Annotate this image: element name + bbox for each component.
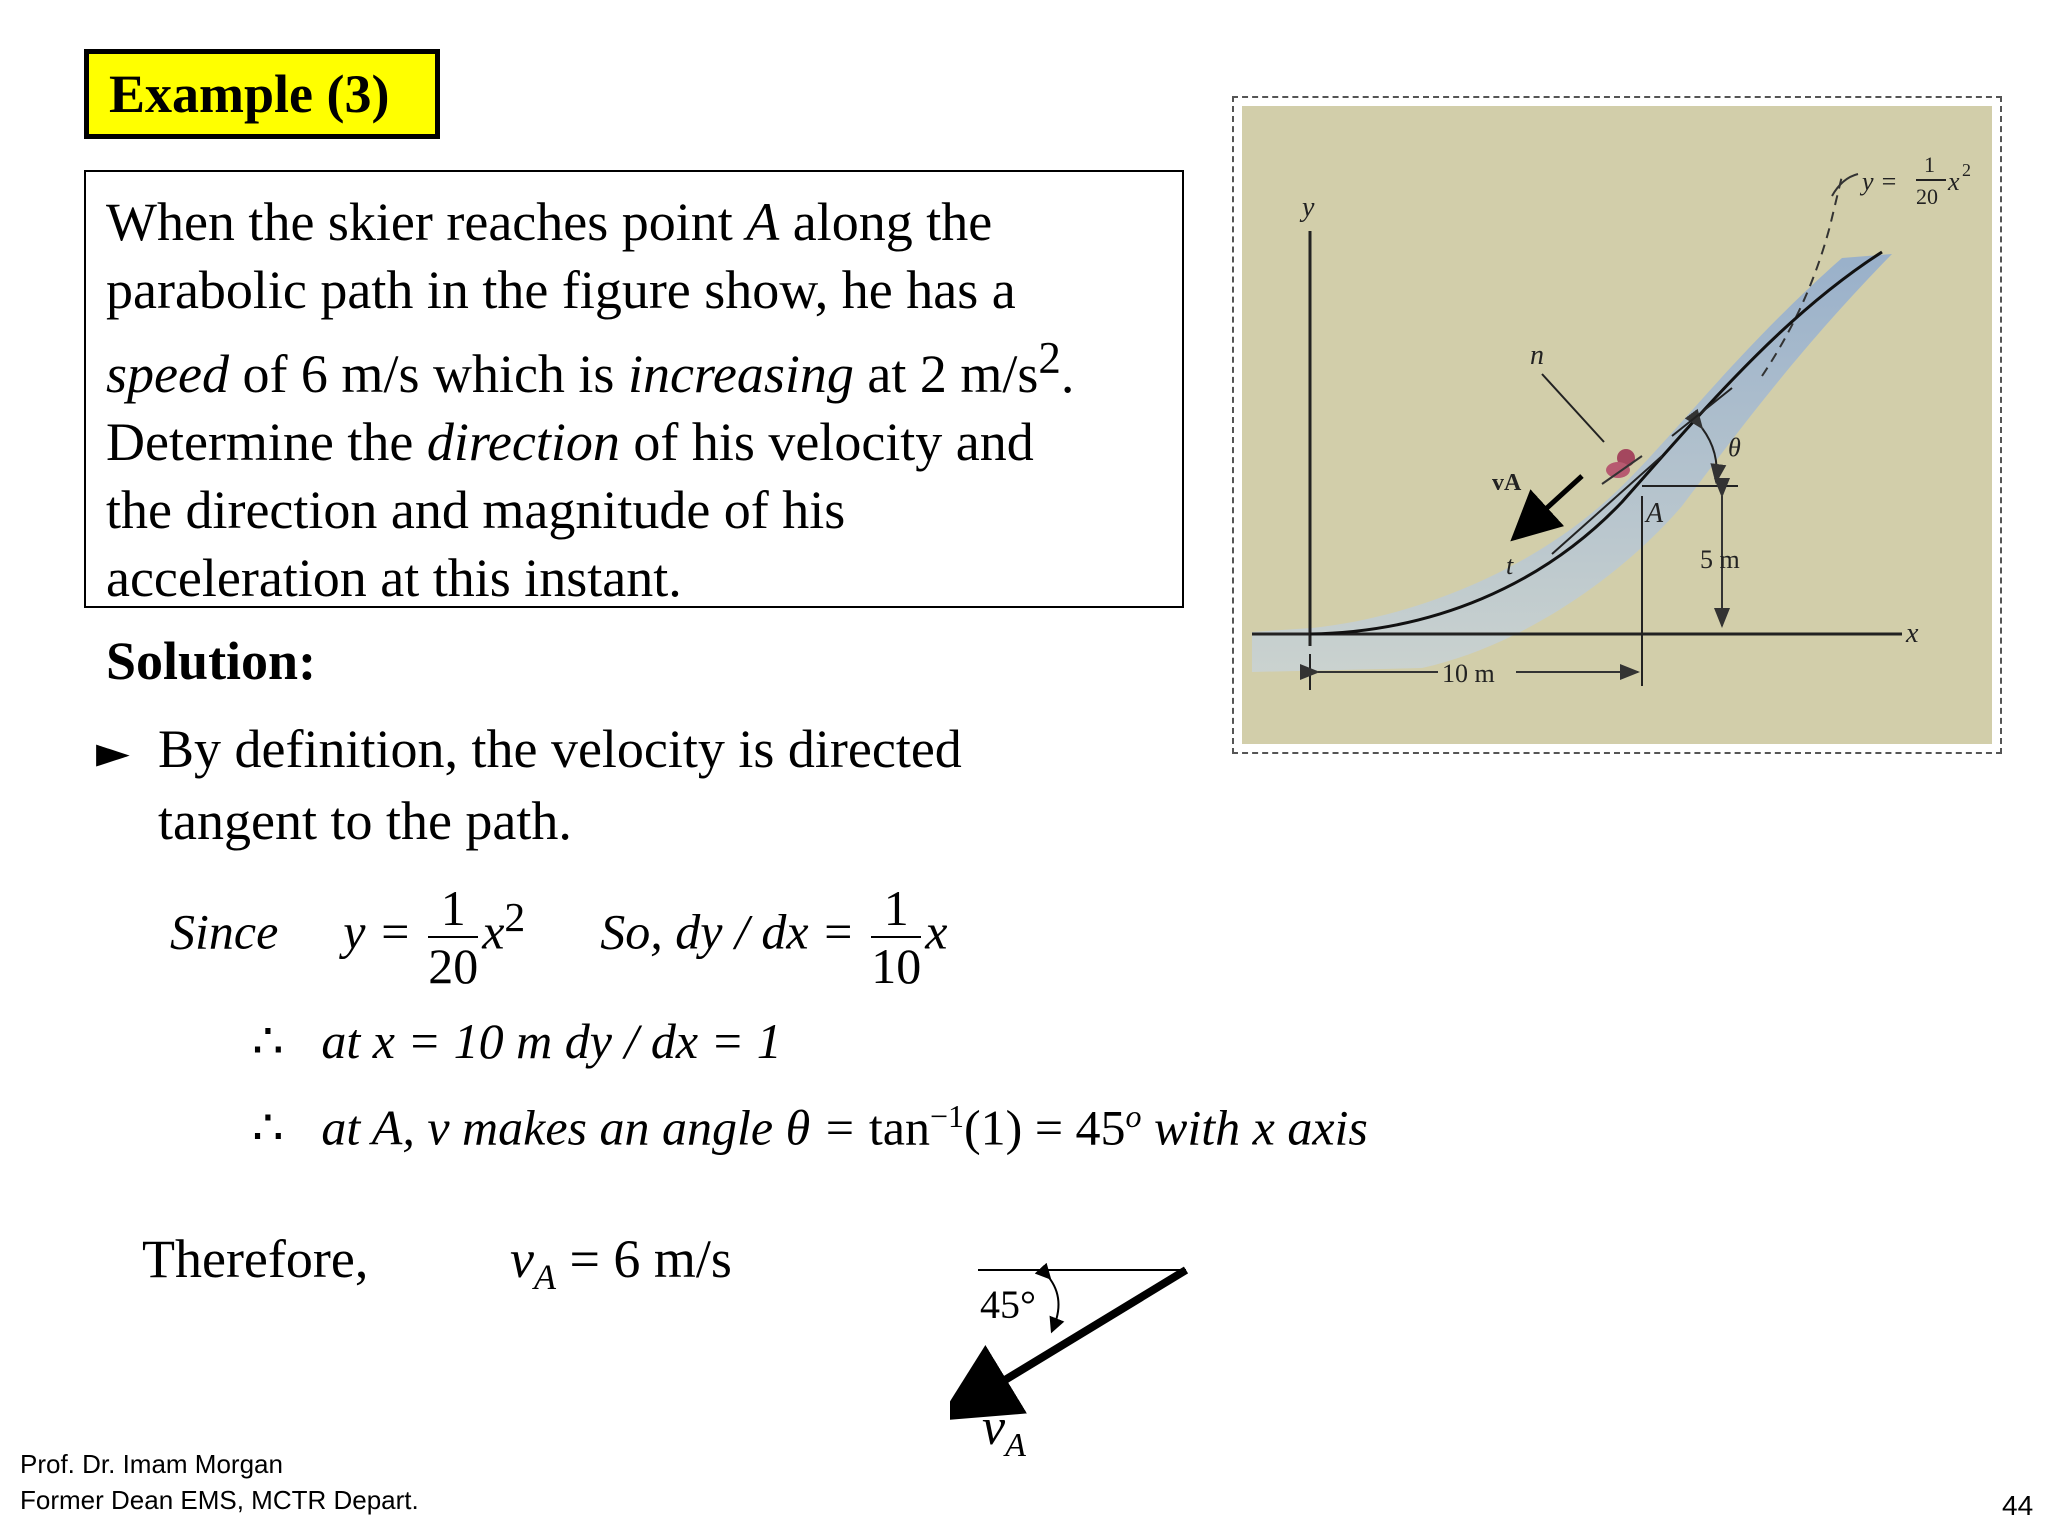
footer-author xyxy=(20,1446,419,1518)
velocity-value: = 6 m/s xyxy=(555,1229,732,1289)
curve-eq-lhs: y = xyxy=(1862,167,1898,196)
superscript: 2 xyxy=(504,894,526,941)
velocity-angle-diagram xyxy=(950,1250,1210,1470)
fraction-1-20 xyxy=(428,880,478,994)
bullet-line: By definition, the velocity is directed xyxy=(158,719,962,779)
problem-line xyxy=(106,188,1162,256)
math-with-x-axis: with x axis xyxy=(1141,1099,1368,1156)
bullet-point xyxy=(96,715,962,855)
solution-heading: Solution: xyxy=(106,631,317,691)
point-a-label: A xyxy=(746,192,780,252)
math-angle-text: at A, v makes an angle θ = xyxy=(321,1099,869,1156)
va-label xyxy=(982,1399,1026,1464)
math-since: Since xyxy=(170,903,279,960)
text-run: at 2 m/s xyxy=(853,344,1039,404)
text-run: . xyxy=(1060,344,1075,404)
skier-parabola-diagram xyxy=(1242,106,1992,744)
emphasis-speed: speed xyxy=(106,344,229,404)
curve-eq-numerator: 1 xyxy=(1924,152,1935,177)
fraction-denominator: 20 xyxy=(428,938,479,994)
text-run: When the skier reaches point xyxy=(106,192,747,252)
footer-line: Prof. Dr. Imam Morgan xyxy=(20,1449,283,1479)
y-axis-label: y xyxy=(1302,192,1315,223)
degree-symbol: o xyxy=(1125,1098,1142,1134)
math-x: x xyxy=(482,903,505,960)
math-line-derivative xyxy=(170,880,947,994)
bullet-arrow-icon: ► xyxy=(96,727,130,778)
tangent-label: t xyxy=(1506,551,1514,580)
therefore-symbol: ∴ xyxy=(252,1013,284,1069)
text-run: of 6 m/s which is xyxy=(228,344,628,404)
width-dimension-label: 10 m xyxy=(1442,659,1495,688)
subscript: A xyxy=(533,1256,556,1297)
superscript: 2 xyxy=(1038,333,1061,383)
problem-statement xyxy=(84,170,1184,608)
point-a-label: A xyxy=(1646,498,1664,529)
va-symbol: v xyxy=(982,1399,1006,1456)
therefore-label: Therefore, xyxy=(142,1229,369,1289)
height-dimension-label: 5 m xyxy=(1700,545,1740,574)
curve-eq-superscript: 2 xyxy=(1962,160,1971,180)
angle-label: 45° xyxy=(980,1282,1036,1327)
slide-title xyxy=(84,49,440,139)
velocity-result xyxy=(510,1228,732,1298)
velocity-symbol: v xyxy=(510,1229,534,1289)
math-so-derivative: So, dy / dx = xyxy=(600,903,855,960)
fraction-1-10 xyxy=(871,880,921,994)
math-line-slope xyxy=(252,1012,782,1070)
normal-label: n xyxy=(1530,340,1544,371)
emphasis-direction: direction xyxy=(426,412,620,472)
superscript: −1 xyxy=(929,1098,965,1134)
problem-line xyxy=(106,476,1162,544)
math-line-angle xyxy=(252,1098,1368,1157)
math-slope-at-x10: at x = 10 m dy / dx = 1 xyxy=(321,1013,782,1069)
problem-line xyxy=(106,256,1162,324)
text-run: parabolic path in the figure show, he has a xyxy=(106,260,1016,320)
page-number: 44 xyxy=(2002,1490,2034,1521)
velocity-vector-label: vA xyxy=(1492,470,1522,496)
curve-eq-denominator: 20 xyxy=(1916,184,1938,209)
problem-line xyxy=(106,408,1162,476)
text-run: the direction and magnitude of his xyxy=(106,480,846,540)
text-run: along the xyxy=(779,192,993,252)
subscript: A xyxy=(1005,1427,1026,1464)
text-run: acceleration at this instant. xyxy=(106,548,682,608)
footer-line: Former Dean EMS, MCTR Depart. xyxy=(20,1485,419,1515)
fraction-numerator: 1 xyxy=(428,880,478,938)
fraction-denominator: 10 xyxy=(871,938,922,994)
text-run: of his velocity and xyxy=(619,412,1034,472)
math-x: x xyxy=(925,903,948,960)
theta-label: θ xyxy=(1728,433,1741,462)
x-axis-label: x xyxy=(1906,618,1919,649)
problem-line xyxy=(106,544,1162,612)
emphasis-increasing: increasing xyxy=(627,344,854,404)
math-y-equals: y = xyxy=(343,903,412,960)
slide-title-text: Example (3) xyxy=(109,64,390,124)
curve-eq-variable: x xyxy=(1948,167,1960,196)
math-tan: tan xyxy=(868,1099,930,1156)
angle-arc xyxy=(1046,1274,1059,1326)
problem-line xyxy=(106,324,1162,408)
skier-figure xyxy=(1232,96,2002,754)
bullet-line: tangent to the path. xyxy=(158,791,572,851)
fraction-numerator: 1 xyxy=(871,880,921,938)
text-run: Determine the xyxy=(106,412,427,472)
therefore-symbol: ∴ xyxy=(252,1099,284,1156)
math-angle-value: (1) = 45 xyxy=(964,1099,1126,1156)
